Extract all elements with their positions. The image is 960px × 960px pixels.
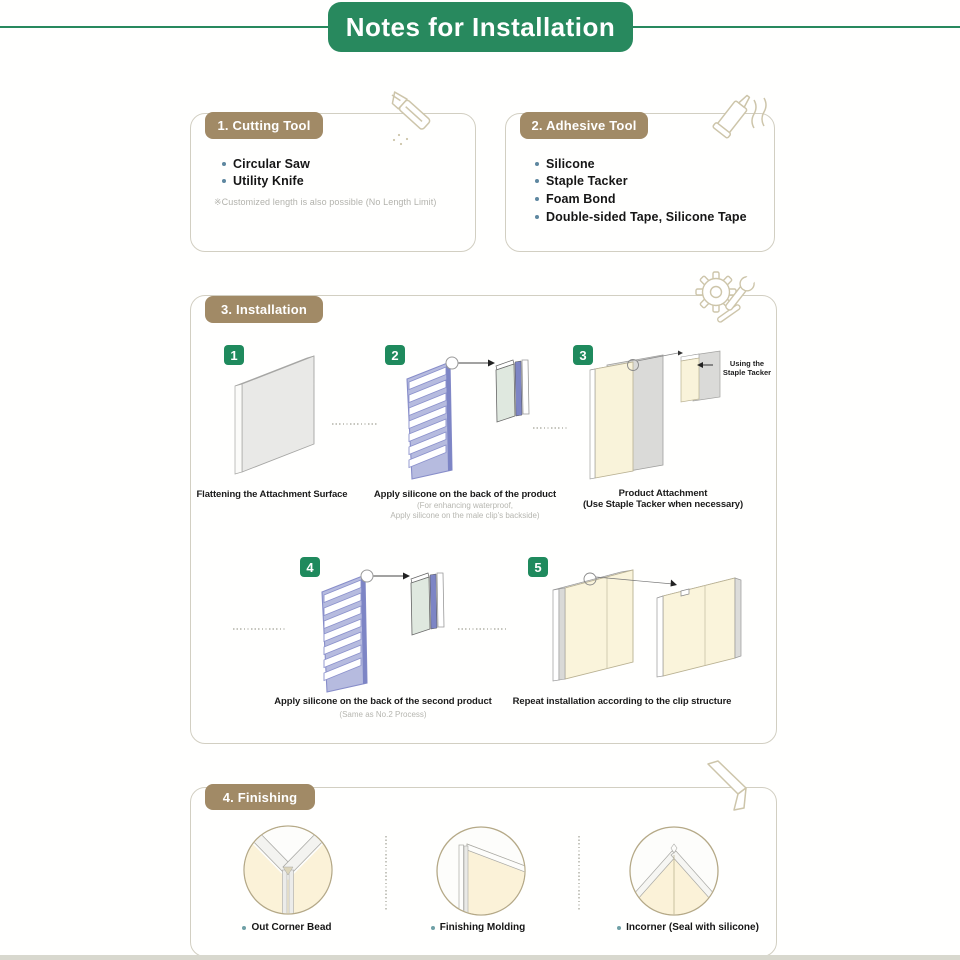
step-number-badge: 1 <box>224 345 244 365</box>
step-number-badge: 2 <box>385 345 405 365</box>
finishing-caption-text: Finishing Molding <box>439 922 526 933</box>
page-title-text: Notes for Installation <box>345 11 616 42</box>
bullet-dot <box>431 926 435 930</box>
bullet-dot <box>535 162 539 166</box>
bullet-dot <box>222 162 226 166</box>
step-number-badge: 3 <box>573 345 593 365</box>
adhesive-tool-label: 2. Adhesive Tool <box>520 112 648 139</box>
finishing-label: 4. Finishing <box>205 784 315 810</box>
corner-trim-icon <box>700 758 758 812</box>
incorner-circle-illustration <box>627 824 721 918</box>
step-number-badge: 4 <box>300 557 320 577</box>
bullet-dot <box>535 179 539 183</box>
bullet-dot <box>535 215 539 219</box>
step-caption: Repeat installation according to the clip structure <box>512 696 732 707</box>
tool-item-label: Foam Bond <box>546 191 616 206</box>
subcaption-line: Apply silicone on the male clip's backside) <box>390 510 540 520</box>
step5-repeat-illustration <box>545 558 760 688</box>
finishing-caption-text: Out Corner Bead <box>251 922 332 933</box>
silicone-gun-icon <box>698 86 774 152</box>
bullet-dot <box>242 926 246 930</box>
step-subcaption: (Same as No.2 Process) <box>339 710 427 719</box>
step-divider <box>458 628 508 630</box>
step4-silicone-illustration <box>313 565 448 695</box>
gear-wrench-icon <box>688 262 758 324</box>
step-caption: Flattening the Attachment Surface <box>196 489 348 500</box>
finishing-molding-circle-illustration <box>434 824 528 918</box>
tool-item-label: Double-sided Tape, Silicone Tape <box>546 209 747 224</box>
tool-item-label: Circular Saw <box>233 156 310 171</box>
annotation-line: Using the <box>729 359 765 368</box>
tool-item <box>535 190 747 208</box>
finishing-caption <box>212 922 362 933</box>
tool-item <box>535 173 747 191</box>
adhesive-tool-list <box>535 155 747 225</box>
finishing-caption <box>403 922 553 933</box>
step-divider <box>332 423 378 425</box>
annotation-line: Staple Tacker <box>722 368 772 377</box>
step-number-badge: 5 <box>528 557 548 577</box>
bullet-dot <box>617 926 621 930</box>
tool-item-label: Silicone <box>546 156 595 171</box>
step-caption: Apply silicone on the back of the second product <box>274 696 492 707</box>
step1-panel-illustration <box>228 350 333 480</box>
step2-silicone-illustration <box>398 352 533 482</box>
step-divider <box>233 628 285 630</box>
tool-item <box>535 208 747 226</box>
bullet-dot <box>222 179 226 183</box>
bottom-border <box>0 955 960 960</box>
step-caption: (Use Staple Tacker when necessary) <box>582 499 744 510</box>
staple-tacker-annotation <box>722 359 772 377</box>
step-subcaption <box>355 501 575 520</box>
step-caption: Product Attachment <box>618 488 708 499</box>
installation-label: 3. Installation <box>205 296 323 323</box>
finishing-caption-text: Incorner (Seal with silicone) <box>626 922 759 933</box>
tool-item <box>222 173 310 191</box>
finishing-divider <box>385 836 387 910</box>
tool-item <box>222 155 310 173</box>
cutting-tool-label: 1. Cutting Tool <box>205 112 323 139</box>
bullet-dot <box>535 197 539 201</box>
tool-item-label: Staple Tacker <box>546 174 628 189</box>
step-caption: Apply silicone on the back of the product <box>373 489 557 500</box>
finishing-divider <box>578 836 580 910</box>
subcaption-line: (For enhancing waterproof, <box>416 501 514 510</box>
tool-item-label: Utility Knife <box>233 174 304 189</box>
cutting-tool-list <box>222 155 310 190</box>
finishing-caption <box>598 922 778 933</box>
out-corner-circle-illustration <box>241 823 335 917</box>
step-divider <box>533 427 567 429</box>
tool-item <box>535 155 747 173</box>
length-note: ※Customized length is also possible (No Length Limit) <box>214 197 437 207</box>
utility-knife-icon <box>376 90 450 154</box>
page-title <box>328 2 633 52</box>
step3-attachment-illustration <box>585 345 725 485</box>
